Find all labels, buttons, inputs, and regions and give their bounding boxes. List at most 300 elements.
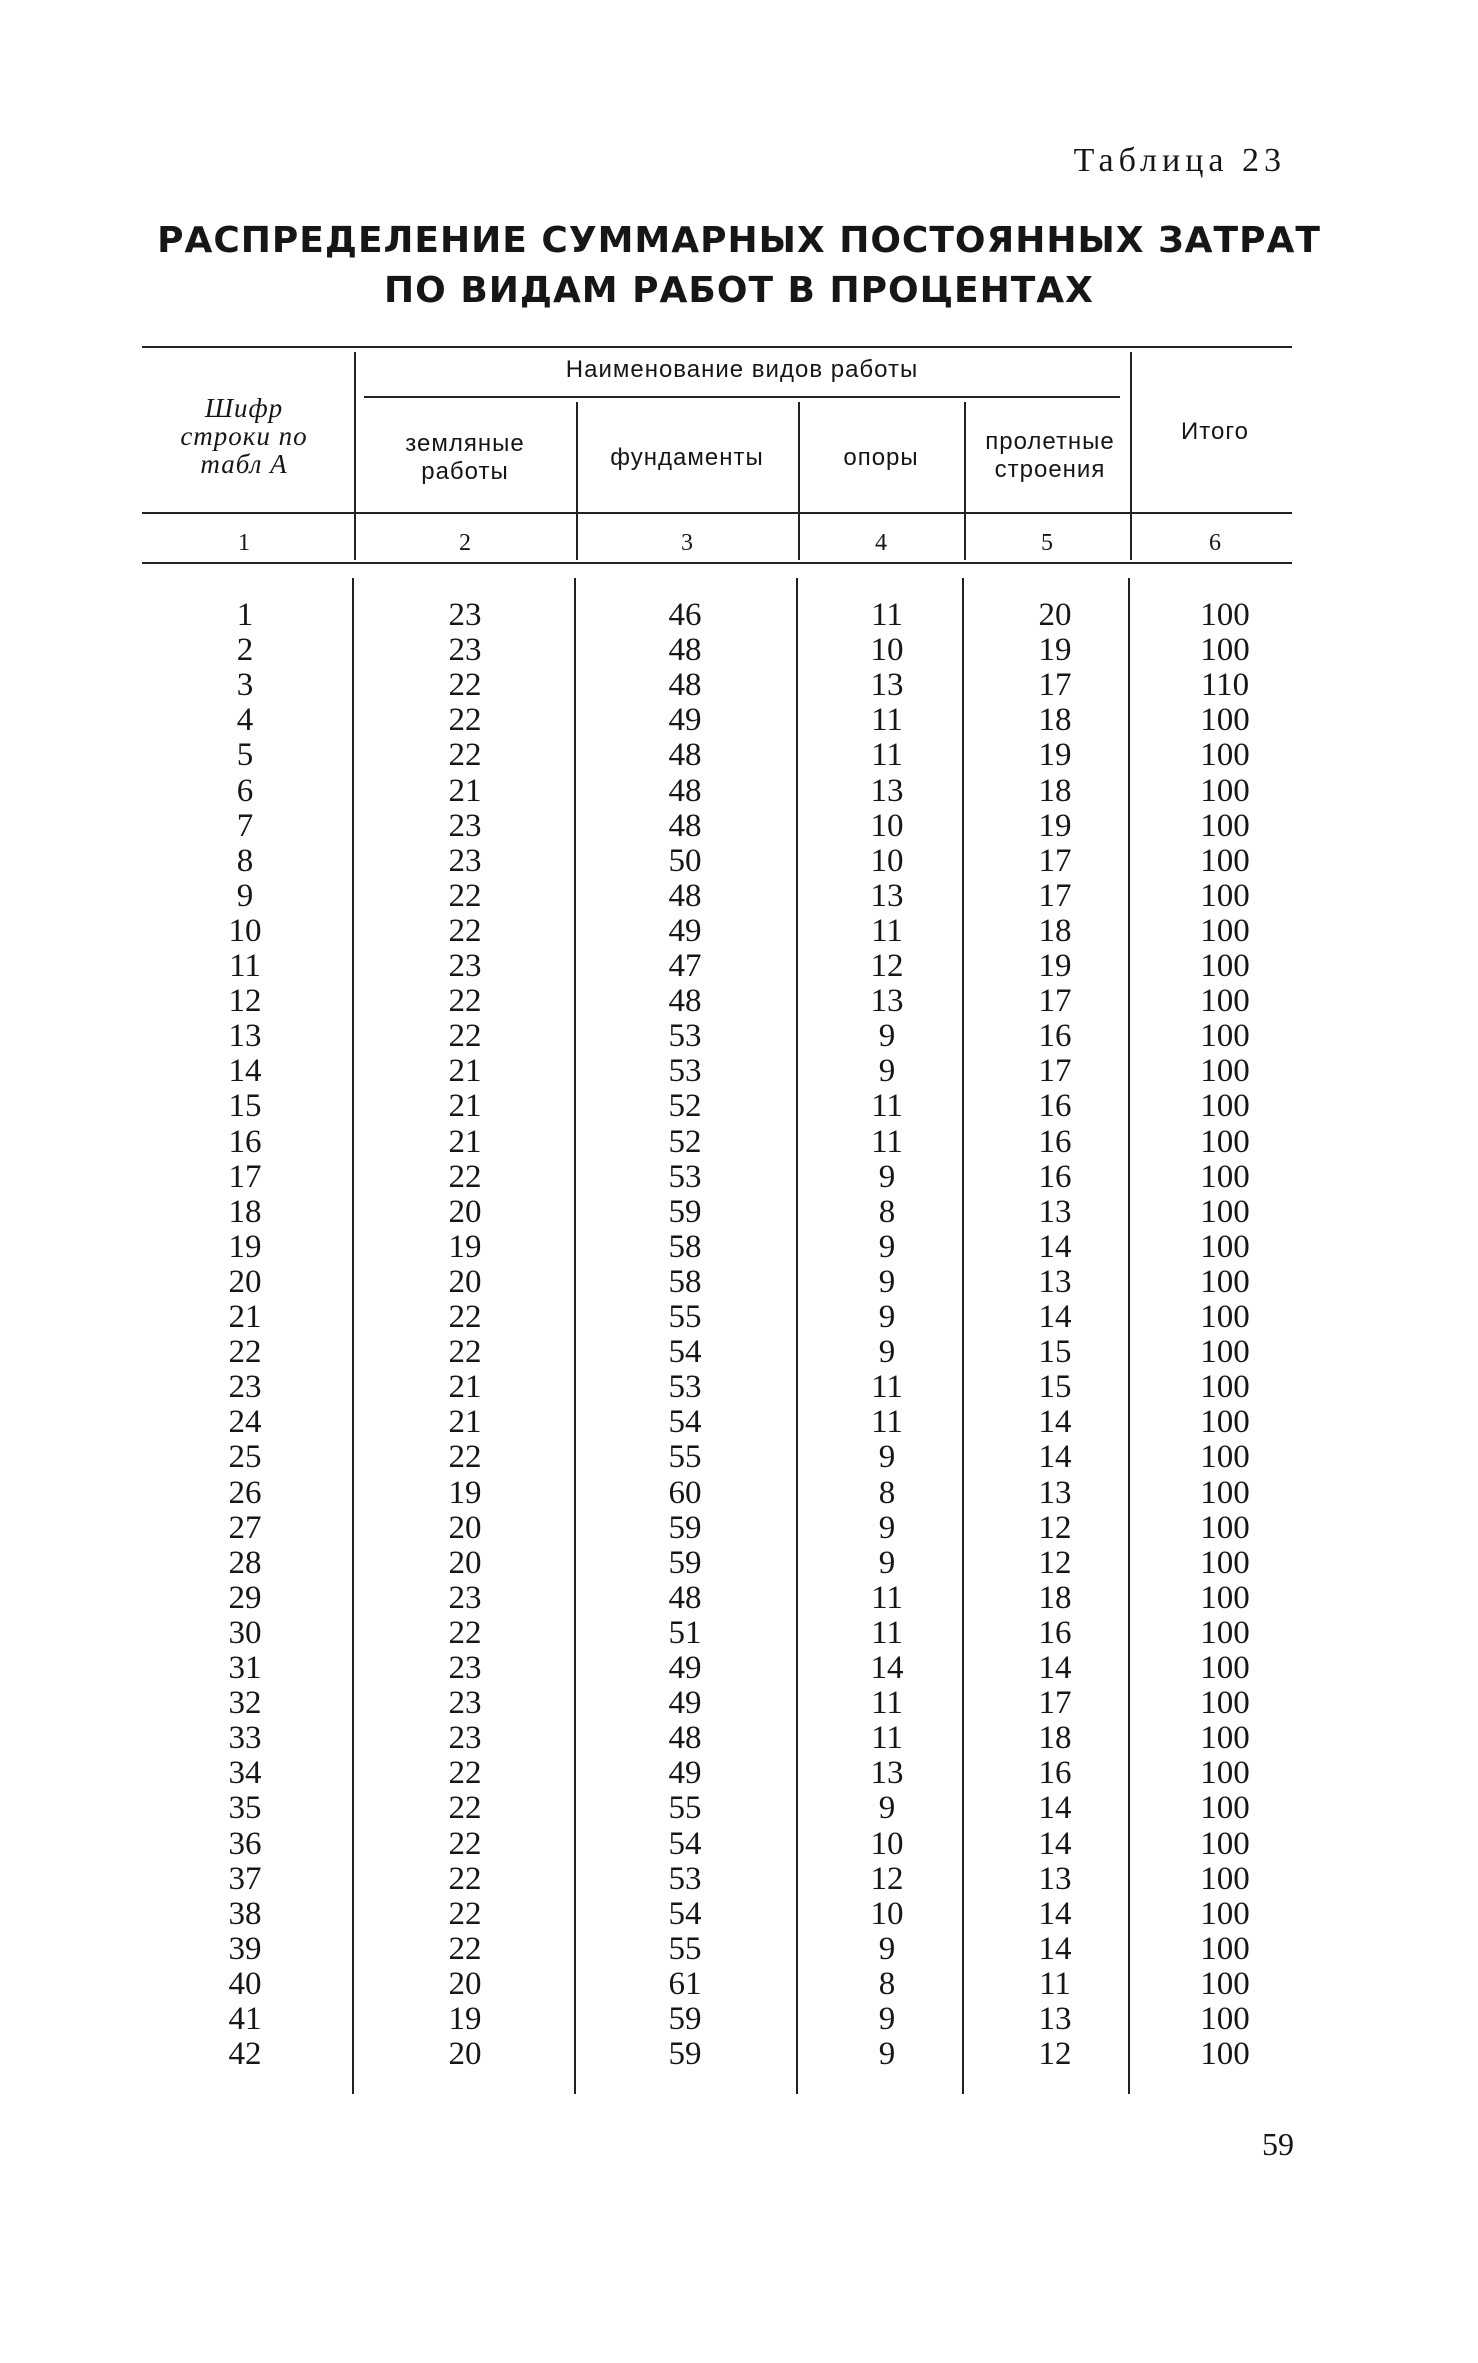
- table-cell: 5: [236, 737, 254, 774]
- table-cell: 10: [870, 1825, 904, 1862]
- table-cell: 100: [1200, 1439, 1250, 1476]
- table-cell: 100: [1200, 1404, 1250, 1441]
- table-cell: 33: [228, 1720, 262, 1757]
- table-cell: 12: [1038, 1544, 1072, 1581]
- table-cell: 100: [1200, 1790, 1250, 1827]
- table-cell: 11: [871, 1404, 903, 1441]
- table-cell: 9: [878, 1790, 896, 1827]
- table-cell: 9: [236, 877, 254, 914]
- table-cell: 11: [1039, 1965, 1071, 2002]
- table-cell: 59: [668, 2036, 702, 2073]
- table-cell: 18: [1038, 1720, 1072, 1757]
- table-cell: 22: [448, 1755, 482, 1792]
- table-row: [0, 1054, 1478, 1089]
- table-row: [0, 1335, 1478, 1370]
- table-cell: 22: [448, 737, 482, 774]
- table-cell: 19: [1038, 737, 1072, 774]
- table-row: [0, 1125, 1478, 1160]
- table-row: [0, 1581, 1478, 1616]
- table-cell: 12: [1038, 2036, 1072, 2073]
- table-cell: 14: [1038, 1404, 1072, 1441]
- table-row: [0, 1827, 1478, 1862]
- table-row: [0, 1300, 1478, 1335]
- table-cell: 48: [668, 632, 702, 669]
- table-row: [0, 1686, 1478, 1721]
- table-cell: 19: [1038, 807, 1072, 844]
- table-cell: 17: [1038, 667, 1072, 704]
- table-cell: 14: [1038, 1825, 1072, 1862]
- table-cell: 55: [668, 1439, 702, 1476]
- table-cell: 100: [1200, 1263, 1250, 1300]
- table-cell: 49: [668, 1685, 702, 1722]
- table-cell: 14: [1038, 1439, 1072, 1476]
- table-cell: 19: [448, 1474, 482, 1511]
- table-cell: 18: [1038, 772, 1072, 809]
- title-line-1: РАСПРЕДЕЛЕНИЕ СУММАРНЫХ ПОСТОЯННЫХ ЗАТРАТ: [157, 220, 1321, 261]
- table-row: [0, 703, 1478, 738]
- table-cell: 100: [1200, 983, 1250, 1020]
- table-cell: 40: [228, 1965, 262, 2002]
- table-cell: 26: [228, 1474, 262, 1511]
- table-cell: 11: [871, 737, 903, 774]
- table-cell: 14: [228, 1053, 262, 1090]
- table-cell: 11: [871, 1088, 903, 1125]
- table-cell: 10: [870, 632, 904, 669]
- table-cell: 19: [448, 1228, 482, 1265]
- table-cell: 14: [1038, 1930, 1072, 1967]
- table-cell: 11: [871, 1123, 903, 1160]
- table-cell: 23: [228, 1369, 262, 1406]
- table-row: [0, 1265, 1478, 1300]
- table-row: [0, 1897, 1478, 1932]
- table-cell: 22: [448, 1018, 482, 1055]
- table-cell: 14: [1038, 1228, 1072, 1265]
- table-cell: 100: [1200, 807, 1250, 844]
- table-cell: 23: [448, 948, 482, 984]
- table-row: [0, 1721, 1478, 1756]
- table-cell: 13: [870, 983, 904, 1020]
- table-cell: 100: [1200, 1123, 1250, 1160]
- table-row: [0, 809, 1478, 844]
- header-earthwork: земляные работы: [405, 430, 525, 485]
- table-cell: 46: [668, 597, 702, 633]
- table-cell: 100: [1200, 1895, 1250, 1932]
- table-cell: 22: [448, 1930, 482, 1967]
- table-row: [0, 598, 1478, 633]
- header-group: Наименование видов работы: [565, 356, 919, 383]
- table-cell: 13: [870, 1755, 904, 1792]
- table-cell: 13: [1038, 1860, 1072, 1897]
- table-cell: 20: [448, 1544, 482, 1581]
- table-cell: 23: [448, 632, 482, 669]
- table-cell: 11: [871, 1720, 903, 1757]
- table-cell: 12: [228, 983, 262, 1020]
- table-cell: 17: [1038, 842, 1072, 879]
- table-row: [0, 844, 1478, 879]
- table-cell: 20: [448, 1965, 482, 2002]
- table-cell: 100: [1200, 597, 1250, 633]
- table-cell: 52: [668, 1088, 702, 1125]
- table-cell: 21: [448, 1404, 482, 1441]
- table-row: [0, 1616, 1478, 1651]
- table-cell: 100: [1200, 1158, 1250, 1195]
- table-cell: 22: [448, 1790, 482, 1827]
- table-cell: 100: [1200, 1685, 1250, 1722]
- table-cell: 9: [878, 1053, 896, 1090]
- table-cell: 9: [878, 1158, 896, 1195]
- table-cell: 22: [448, 1299, 482, 1335]
- header-total: Итого: [1181, 418, 1249, 445]
- table-cell: 27: [228, 1509, 262, 1546]
- table-cell: 11: [871, 1614, 903, 1651]
- table-cell: 8: [236, 842, 254, 879]
- table-cell: 10: [870, 842, 904, 879]
- table-cell: 54: [668, 1825, 702, 1862]
- table-cell: 58: [668, 1228, 702, 1265]
- col-number-1: 1: [238, 530, 250, 556]
- table-cell: 100: [1200, 1228, 1250, 1265]
- table-cell: 13: [870, 667, 904, 704]
- table-cell: 11: [229, 948, 261, 984]
- table-cell: 24: [228, 1404, 262, 1441]
- table-row: [0, 1019, 1478, 1054]
- table-row: [0, 914, 1478, 949]
- table-cell: 6: [236, 772, 254, 809]
- table-cell: 12: [870, 1860, 904, 1897]
- table-row: [0, 1651, 1478, 1686]
- table-cell: 54: [668, 1334, 702, 1371]
- table-cell: 22: [448, 912, 482, 949]
- table-cell: 53: [668, 1369, 702, 1406]
- table-cell: 53: [668, 1860, 702, 1897]
- table-cell: 49: [668, 1755, 702, 1792]
- table-cell: 100: [1200, 912, 1250, 949]
- table-cell: 19: [1038, 632, 1072, 669]
- table-row: [0, 1546, 1478, 1581]
- table-cell: 100: [1200, 1334, 1250, 1371]
- table-cell: 59: [668, 1509, 702, 1546]
- table-cell: 42: [228, 2036, 262, 2073]
- table-cell: 8: [878, 1965, 896, 2002]
- table-cell: 100: [1200, 1860, 1250, 1897]
- table-row: [0, 1195, 1478, 1230]
- col-number-5: 5: [1041, 530, 1053, 556]
- table-cell: 59: [668, 1544, 702, 1581]
- table-cell: 22: [448, 667, 482, 704]
- table-cell: 17: [1038, 1685, 1072, 1722]
- table-cell: 14: [1038, 1790, 1072, 1827]
- table-cell: 12: [1038, 1509, 1072, 1546]
- table-cell: 25: [228, 1439, 262, 1476]
- header-supports: опоры: [843, 444, 919, 471]
- table-top-rule: [142, 346, 1292, 348]
- table-cell: 32: [228, 1685, 262, 1722]
- table-cell: 100: [1200, 1579, 1250, 1616]
- table-row: [0, 668, 1478, 703]
- group-header-rule: [364, 396, 1120, 398]
- table-row: [0, 2002, 1478, 2037]
- table-cell: 23: [448, 1685, 482, 1722]
- col-divider-1-header: [354, 352, 356, 560]
- table-cell: 100: [1200, 632, 1250, 669]
- table-cell: 14: [870, 1650, 904, 1686]
- table-cell: 8: [878, 1474, 896, 1511]
- table-cell: 55: [668, 1790, 702, 1827]
- table-cell: 21: [448, 1088, 482, 1125]
- table-cell: 100: [1200, 1193, 1250, 1230]
- table-cell: 100: [1200, 1720, 1250, 1757]
- table-cell: 48: [668, 737, 702, 774]
- table-row: [0, 949, 1478, 984]
- table-cell: 22: [448, 1825, 482, 1862]
- table-cell: 22: [448, 702, 482, 739]
- table-cell: 16: [1038, 1018, 1072, 1055]
- table-row: [0, 1967, 1478, 2002]
- table-cell: 53: [668, 1158, 702, 1195]
- table-cell: 100: [1200, 1965, 1250, 2002]
- table-cell: 11: [871, 597, 903, 633]
- table-cell: 47: [668, 948, 702, 984]
- table-cell: 22: [448, 1439, 482, 1476]
- table-row: [0, 1862, 1478, 1897]
- table-cell: 13: [228, 1018, 262, 1055]
- table-cell: 23: [448, 1579, 482, 1616]
- table-row: [0, 1160, 1478, 1195]
- table-row: [0, 2037, 1478, 2072]
- header-foundations: фундаменты: [610, 444, 764, 471]
- table-cell: 19: [448, 2001, 482, 2037]
- header-bottom-rule: [142, 512, 1292, 514]
- table-cell: 28: [228, 1544, 262, 1581]
- table-cell: 21: [448, 772, 482, 809]
- table-cell: 9: [878, 1018, 896, 1055]
- table-cell: 9: [878, 1263, 896, 1300]
- table-cell: 59: [668, 1193, 702, 1230]
- table-cell: 22: [448, 1334, 482, 1371]
- table-cell: 100: [1200, 1053, 1250, 1090]
- table-cell: 22: [448, 983, 482, 1020]
- table-cell: 18: [1038, 1579, 1072, 1616]
- table-cell: 55: [668, 1299, 702, 1335]
- table-row: [0, 1405, 1478, 1440]
- col-number-2: 2: [459, 530, 471, 556]
- table-cell: 100: [1200, 1825, 1250, 1862]
- table-cell: 100: [1200, 702, 1250, 739]
- table-cell: 49: [668, 912, 702, 949]
- table-cell: 17: [1038, 877, 1072, 914]
- table-cell: 1: [236, 597, 254, 633]
- table-cell: 16: [1038, 1158, 1072, 1195]
- table-cell: 9: [878, 1439, 896, 1476]
- table-cell: 20: [448, 2036, 482, 2073]
- table-cell: 20: [448, 1509, 482, 1546]
- table-cell: 100: [1200, 948, 1250, 984]
- table-cell: 23: [448, 807, 482, 844]
- header-code: Шифр строки по табл А: [180, 393, 308, 479]
- table-cell: 61: [668, 1965, 702, 2002]
- table-cell: 20: [448, 1193, 482, 1230]
- table-cell: 100: [1200, 1018, 1250, 1055]
- table-cell: 100: [1200, 1544, 1250, 1581]
- table-cell: 100: [1200, 2036, 1250, 2073]
- table-cell: 15: [1038, 1334, 1072, 1371]
- table-cell: 13: [870, 772, 904, 809]
- table-label: Таблица 23: [1073, 142, 1286, 179]
- table-cell: 13: [1038, 1193, 1072, 1230]
- table-cell: 9: [878, 1544, 896, 1581]
- header-spans: пролетные строения: [985, 428, 1115, 483]
- table-cell: 100: [1200, 1509, 1250, 1546]
- page-title: [0, 216, 1478, 316]
- table-cell: 21: [448, 1369, 482, 1406]
- table-cell: 22: [448, 877, 482, 914]
- table-row: [0, 1476, 1478, 1511]
- table-cell: 16: [1038, 1755, 1072, 1792]
- table-cell: 52: [668, 1123, 702, 1160]
- table-cell: 3: [236, 667, 254, 704]
- table-cell: 30: [228, 1614, 262, 1651]
- table-row: [0, 879, 1478, 914]
- table-row: [0, 1756, 1478, 1791]
- table-cell: 59: [668, 2001, 702, 2037]
- table-row: [0, 1440, 1478, 1475]
- table-cell: 13: [870, 877, 904, 914]
- table-cell: 35: [228, 1790, 262, 1827]
- table-cell: 29: [228, 1579, 262, 1616]
- table-cell: 20: [448, 1263, 482, 1300]
- table-row: [0, 1370, 1478, 1405]
- table-cell: 18: [228, 1193, 262, 1230]
- table-row: [0, 633, 1478, 668]
- table-cell: 100: [1200, 1474, 1250, 1511]
- table-cell: 55: [668, 1930, 702, 1967]
- table-cell: 13: [1038, 1263, 1072, 1300]
- table-row: [0, 984, 1478, 1019]
- table-cell: 60: [668, 1474, 702, 1511]
- table-cell: 48: [668, 1720, 702, 1757]
- table-cell: 23: [448, 1720, 482, 1757]
- table-cell: 100: [1200, 2001, 1250, 2037]
- col-number-3: 3: [681, 530, 693, 556]
- table-cell: 10: [228, 912, 262, 949]
- table-row: [0, 1932, 1478, 1967]
- table-row: [0, 1230, 1478, 1265]
- table-cell: 54: [668, 1404, 702, 1441]
- table-cell: 100: [1200, 1088, 1250, 1125]
- table-cell: 39: [228, 1930, 262, 1967]
- table-cell: 15: [228, 1088, 262, 1125]
- table-cell: 18: [1038, 702, 1072, 739]
- col-number-4: 4: [875, 530, 887, 556]
- table-cell: 48: [668, 772, 702, 809]
- table-cell: 53: [668, 1053, 702, 1090]
- table-cell: 49: [668, 1650, 702, 1686]
- table-cell: 11: [871, 1579, 903, 1616]
- table-cell: 11: [871, 1685, 903, 1722]
- table-cell: 22: [448, 1860, 482, 1897]
- table-cell: 48: [668, 667, 702, 704]
- table-row: [0, 1511, 1478, 1546]
- table-cell: 14: [1038, 1299, 1072, 1335]
- table-cell: 100: [1200, 772, 1250, 809]
- table-row: [0, 738, 1478, 773]
- col-divider-2-header: [576, 402, 578, 560]
- table-cell: 11: [871, 912, 903, 949]
- table-cell: 48: [668, 1579, 702, 1616]
- column-number-rule: [142, 562, 1292, 564]
- table-cell: 9: [878, 1930, 896, 1967]
- table-cell: 17: [228, 1158, 262, 1195]
- table-cell: 23: [448, 842, 482, 879]
- table-cell: 22: [448, 1158, 482, 1195]
- table-cell: 34: [228, 1755, 262, 1792]
- table-cell: 18: [1038, 912, 1072, 949]
- table-cell: 20: [1038, 597, 1072, 633]
- table-cell: 14: [1038, 1650, 1072, 1686]
- table-cell: 9: [878, 1228, 896, 1265]
- table-cell: 100: [1200, 1650, 1250, 1686]
- table-cell: 9: [878, 1334, 896, 1371]
- col-number-6: 6: [1209, 530, 1221, 556]
- table-cell: 48: [668, 983, 702, 1020]
- table-cell: 16: [1038, 1123, 1072, 1160]
- table-cell: 49: [668, 702, 702, 739]
- table-cell: 100: [1200, 1614, 1250, 1651]
- table-cell: 19: [1038, 948, 1072, 984]
- col-divider-3-header: [798, 402, 800, 560]
- table-cell: 31: [228, 1650, 262, 1686]
- table-row: [0, 774, 1478, 809]
- table-cell: 36: [228, 1825, 262, 1862]
- table-cell: 37: [228, 1860, 262, 1897]
- table-cell: 16: [1038, 1614, 1072, 1651]
- table-cell: 11: [871, 1369, 903, 1406]
- table-row: [0, 1791, 1478, 1826]
- table-cell: 13: [1038, 2001, 1072, 2037]
- table-row: [0, 1089, 1478, 1124]
- page-number: 59: [1262, 2126, 1294, 2162]
- table-cell: 58: [668, 1263, 702, 1300]
- table-cell: 15: [1038, 1369, 1072, 1406]
- table-cell: 16: [1038, 1088, 1072, 1125]
- table-cell: 100: [1200, 1369, 1250, 1406]
- table-cell: 22: [448, 1614, 482, 1651]
- table-cell: 100: [1200, 1299, 1250, 1335]
- table-cell: 17: [1038, 1053, 1072, 1090]
- table-cell: 53: [668, 1018, 702, 1055]
- table-cell: 10: [870, 807, 904, 844]
- table-cell: 4: [236, 702, 254, 739]
- table-cell: 21: [448, 1053, 482, 1090]
- table-cell: 100: [1200, 1755, 1250, 1792]
- table-cell: 51: [668, 1614, 702, 1651]
- table-cell: 10: [870, 1895, 904, 1932]
- table-cell: 100: [1200, 842, 1250, 879]
- table-cell: 12: [870, 948, 904, 984]
- table-cell: 11: [871, 702, 903, 739]
- table-cell: 21: [448, 1123, 482, 1160]
- table-cell: 23: [448, 597, 482, 633]
- table-cell: 8: [878, 1193, 896, 1230]
- table-cell: 100: [1200, 1930, 1250, 1967]
- table-cell: 17: [1038, 983, 1072, 1020]
- table-cell: 100: [1200, 877, 1250, 914]
- table-cell: 41: [228, 2001, 262, 2037]
- table-cell: 22: [448, 1895, 482, 1932]
- table-cell: 7: [236, 807, 254, 844]
- table-cell: 110: [1200, 667, 1250, 704]
- table-cell: 9: [878, 1509, 896, 1546]
